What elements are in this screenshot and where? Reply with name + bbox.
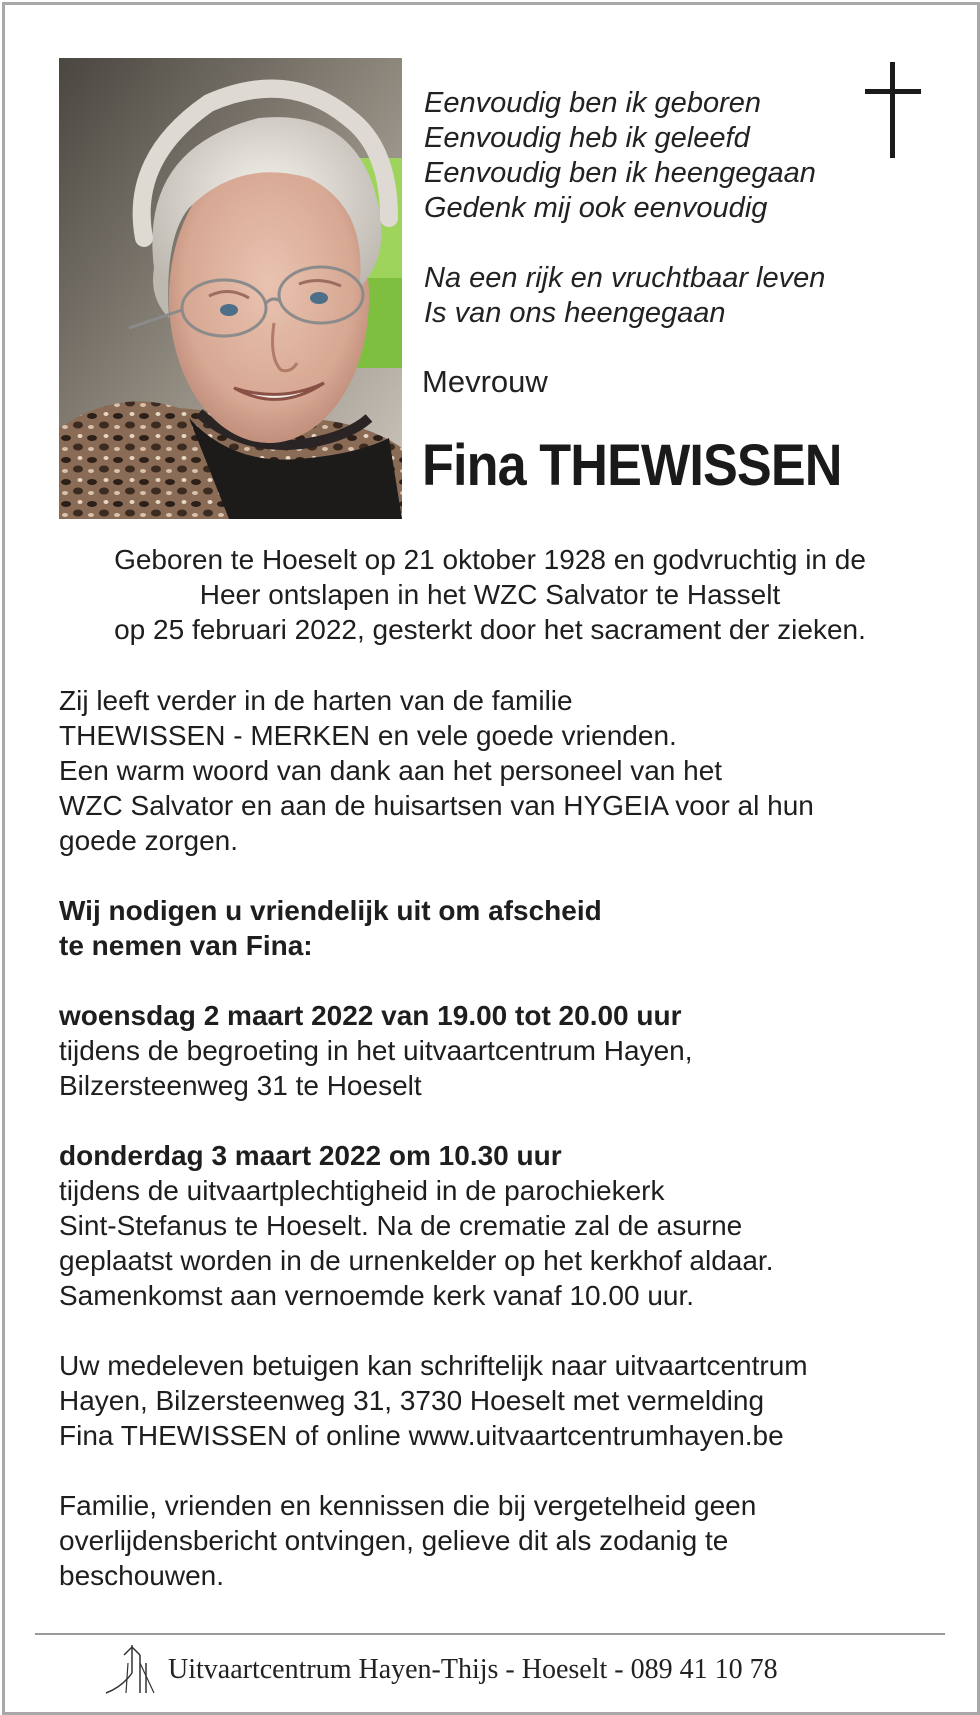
family-line: Zij leeft verder in de harten van de familie xyxy=(59,685,573,716)
visitation-line: Bilzersteenweg 31 te Hoeselt xyxy=(59,1070,422,1101)
footer xyxy=(102,1642,778,1698)
poem-line: Eenvoudig heb ik geleefd xyxy=(424,122,750,154)
condolences-line: Uw medeleven betuigen kan schriftelijk naar uitvaartcentrum xyxy=(59,1350,808,1381)
funeral-paragraph xyxy=(59,1138,939,1313)
funeral-heading: donderdag 3 maart 2022 om 10.30 uur xyxy=(59,1140,562,1171)
notice-line: beschouwen. xyxy=(59,1560,225,1591)
birth-line: Heer ontslapen in het WZC Salvator te Hasselt xyxy=(199,579,781,610)
poem-line: Eenvoudig ben ik geboren xyxy=(424,87,761,119)
poem-line: Gedenk mij ook eenvoudig xyxy=(424,192,768,224)
invitation-line: te nemen van Fina: xyxy=(59,930,313,961)
visitation-line: tijdens de begroeting in het uitvaartcentrum Hayen, xyxy=(59,1035,693,1066)
condolences-line: Fina THEWISSEN of online www.uitvaartcentrumhayen.be xyxy=(59,1420,784,1451)
funeral-line: Sint-Stefanus te Hoeselt. Na de crematie zal de asurne xyxy=(59,1210,743,1241)
condolences-paragraph xyxy=(59,1348,939,1453)
invitation-paragraph xyxy=(59,893,939,963)
poem-line: Na een rijk en vruchtbaar leven xyxy=(424,262,826,294)
poem-stanza-1 xyxy=(424,86,864,226)
poem-stanza-2 xyxy=(424,261,864,331)
birth-statement xyxy=(0,542,980,647)
cross-icon xyxy=(865,62,921,158)
notice-line: Familie, vrienden en kennissen die bij vergetelheid geen xyxy=(59,1490,757,1521)
family-line: goede zorgen. xyxy=(59,825,239,856)
funeral-line: Samenkomst aan vernoemde kerk vanaf 10.00 uur. xyxy=(59,1280,695,1311)
notice-line: overlijdensbericht ontvingen, gelieve dit als zodanig te xyxy=(59,1525,729,1556)
condolences-line: Hayen, Bilzersteenweg 31, 3730 Hoeselt met vermelding xyxy=(59,1385,765,1416)
family-paragraph xyxy=(59,683,939,858)
poem-line: Eenvoudig ben ik heengegaan xyxy=(424,157,816,189)
family-line: THEWISSEN - MERKEN en vele goede vrienden. xyxy=(59,720,677,751)
poem xyxy=(424,86,864,331)
notice-paragraph xyxy=(59,1488,939,1593)
portrait-photo xyxy=(59,58,402,519)
family-line: WZC Salvator en aan de huisartsen van HYGEIA voor al hun xyxy=(59,790,814,821)
poem-line: Is van ons heengegaan xyxy=(424,297,726,329)
birth-line: Geboren te Hoeselt op 21 oktober 1928 en godvruchtig in de xyxy=(114,544,866,575)
announcement-body xyxy=(59,683,939,1593)
deceased-name: Fina THEWISSEN xyxy=(422,433,842,498)
salutation: Mevrouw xyxy=(422,364,548,399)
family-line: Een warm woord van dank aan het personeel van het xyxy=(59,755,723,786)
footer-divider xyxy=(35,1633,945,1635)
visitation-heading: woensdag 2 maart 2022 van 19.00 tot 20.00 uur xyxy=(59,1000,682,1031)
funeral-line: geplaatst worden in de urnenkelder op het kerkhof aldaar. xyxy=(59,1245,774,1276)
invitation-line: Wij nodigen u vriendelijk uit om afscheid xyxy=(59,895,602,926)
church-logo-icon xyxy=(102,1643,158,1697)
visitation-paragraph xyxy=(59,998,939,1103)
footer-text: Uitvaartcentrum Hayen-Thijs - Hoeselt - 089 41 10 78 xyxy=(168,1654,778,1685)
birth-line: op 25 februari 2022, gesterkt door het sacrament der zieken. xyxy=(114,614,866,645)
funeral-line: tijdens de uitvaartplechtigheid in de parochiekerk xyxy=(59,1175,665,1206)
